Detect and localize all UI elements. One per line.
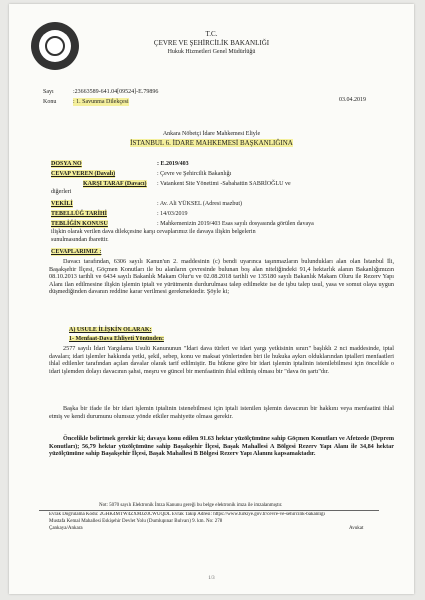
karsi-label: KARŞI TARAF (Davacı) xyxy=(83,181,147,187)
sayi-value: :23663589-641.04[09524]-E.79896 xyxy=(73,89,159,95)
karsi-value: : Vatankent Site Yönetimi -Sabahattin SABRİOĞLU ve xyxy=(157,181,291,187)
footer-line2: Mustafa Kemal Mahallesi Eskişehir Devlet Yolu (Dumlupınar Bulvarı) 9. km. No: 278 xyxy=(49,519,223,524)
usul-heading: A) USULE İLİŞKİN OLARAK: xyxy=(69,327,152,333)
footer-title: Avukat xyxy=(349,526,364,531)
vekili-label: VEKİLİ xyxy=(51,201,73,207)
konusu-cont2: sunulmasından ibarettir. xyxy=(51,237,109,243)
vekili-value: : Av. Ali YÜKSEL (Adresi mazbut) xyxy=(157,201,243,207)
page-number: 1/3 xyxy=(208,576,215,581)
footer-divider xyxy=(39,510,379,511)
document-date: 03.04.2019 xyxy=(339,97,366,103)
konusu-value: : Mahkemenizin 2019/403 Esas sayılı dosyasında görülen davaya xyxy=(157,221,314,227)
konu-value: : 1. Savunma Dilekçesi xyxy=(73,99,129,105)
sayi-label: Sayı xyxy=(43,89,54,95)
header-ministry: ÇEVRE VE ŞEHİRCİLİK BAKANLIĞI xyxy=(153,39,270,47)
konusu-cont1: ilişkin olarak verilen dava dilekçesine karşı cevaplarımız ile davaya ilişkin belgelerin xyxy=(51,229,256,235)
header-tc: T.C. xyxy=(205,30,218,38)
document-page xyxy=(9,4,414,594)
dosya-label: DOSYA NO xyxy=(51,161,82,167)
addressee-line2: İSTANBUL 6. İDARE MAHKEMESİ BAŞKANLIĞINA xyxy=(130,139,293,147)
teblig-label: TEBELLÜĞ TARİHİ xyxy=(51,211,107,217)
karsi-continuation: diğerleri xyxy=(51,189,72,195)
footer-line3: Çankaya/Ankara xyxy=(49,526,83,531)
paragraph-4: Öncelikle belirtmek gerekir ki; davaya konu edilen 91.63 hektar yüzölçümüne sahip Göçmen Konutları ve Afetzede (Deprem Konutları); 56,79 hektar yüzölçümüne sahip Başakşehir İlçesi, Başak Mahallesi A Bölgesi Rezerv Yapı Alanı ile 34,84 hektar yüzölçümüne sahip Başakşehir İlçesi, Başak Mahallesi B Bölgesi Rezerv Yapı Alanını kapsamaktadır. xyxy=(49,435,394,458)
cevap-label: CEVAP VEREN (Davalı) xyxy=(51,171,116,177)
addressee-line1: Ankara Nöbetçi İdare Mahkemesi Eliyle xyxy=(162,131,261,137)
paragraph-3: Başka bir ifade ile bir idari işlemin iptalinin istenebilmesi için iptali istenilen işlemin davacının bir hakkını veya menfaatini ihlal etmiş ve kendi durumunu olumsuz yönde etkiler mahiyette olması gerekir. xyxy=(49,405,394,420)
header-department: Hukuk Hizmetleri Genel Müdürlüğü xyxy=(167,49,256,55)
dosya-value: : E.2019/403 xyxy=(157,161,189,167)
menfaat-heading: 1- Menfaat-Dava Ehliyeti Yönünden: xyxy=(69,336,164,342)
paragraph-1: Davacı tarafından, 6306 sayılı Kanun'un 2. maddesinin (c) bendi uyarınca taşınmazların bulundukları alan olan İstanbul İli, Başakşehir İlçesi, Göçmen Konutları ile bu alanların çevresinde bulunan boş alan niteliğindeki 91,4 hektarlık alanın Bakanlığımızın 08.10.2013 tarihli ve 6434 sayılı Bakanlık Makam Olur'u ve 02.08.2018 tarihli ve 135180 sayılı Bakanlık Makam Oluru ile Rezerv Yapı Alanı ilan edilmesine ilişkin işlemin iptali ve yürütmenin durdurulması talep edilmekte ise de işbu talep usul, yasa ve somut olaya uygun düşmediğinden davanın reddine karar verilmesi gerekmektedir. Şöyle ki; xyxy=(49,258,394,296)
konu-label: Konu xyxy=(43,99,57,105)
footer-line1: Evrak Doğrulama Kodu: 2GHK4MTW4ZXMJZ0CWUQDL Evrak Takip Adresi: https://www.turkiye.gov.tr/cevre-ve-sehircilik-bakanligi xyxy=(49,512,325,517)
paragraph-2: 2577 sayılı İdari Yargılama Usulü Kanununun "İdari dava türleri ve idari yargı yetkisinin sınırı" başlıklı 2 nci maddesinde, iptal davaları; idari işlemler hakkında yetki, şekil, sebep, konu ve maksat yönlerinden biri ile hukuka aykırı olduklarından iptalleri menfaatleri ihlal edilenler tarafından açılan davalar olarak tarif edilmiştir. Bu hükme göre bir idari işlemin iptalinin istenilebilmesi için öncelikle o idari işlemden dolayı davacının şahsi, meşru ve güncel bir menfaatinin ihlal edilmiş olması bir "dava ön şartı"dır. xyxy=(49,345,394,375)
esign-note: Not: 5070 sayılı Elektronik İmza Kanunu gereği bu belge elektronik imza ile imzalanmıştır. xyxy=(99,503,283,508)
cevap-value: : Çevre ve Şehircilik Bakanlığı xyxy=(157,171,232,177)
konusu-label: TEBLİĞİN KONUSU xyxy=(51,221,108,227)
teblig-value: : 14/03/2019 xyxy=(157,211,188,217)
cevaplarimiz-heading: CEVAPLARIMIZ : xyxy=(51,249,102,255)
